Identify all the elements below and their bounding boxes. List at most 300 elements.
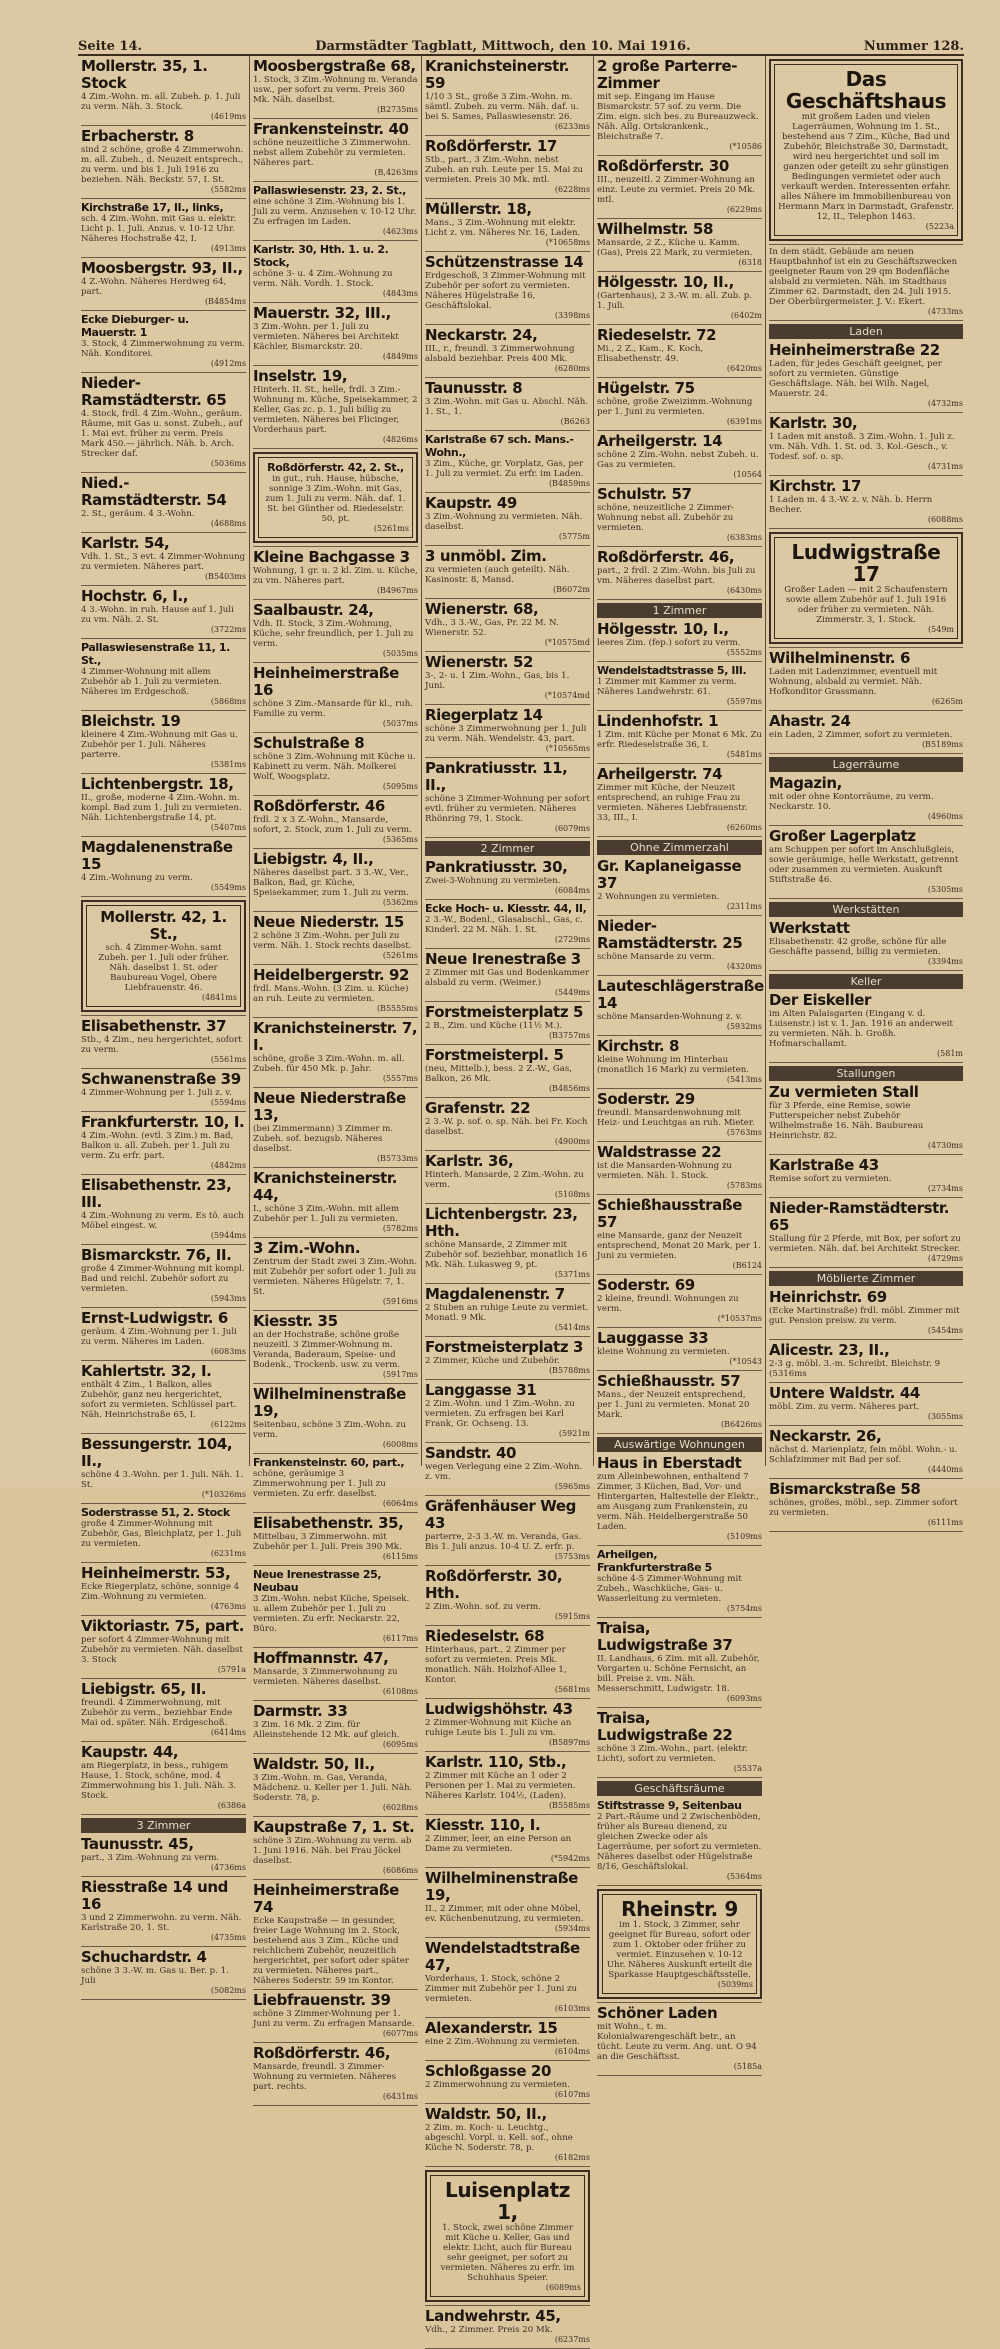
ad-body: 2 schöne 3 Zim.-Wohn. per Juli zu verm. Näh. 1. Stock rechts daselbst.	[253, 931, 412, 951]
ad-divider	[597, 1433, 762, 1434]
ad-code: (5944ms	[210, 1231, 246, 1240]
classified-ad	[253, 1882, 418, 1986]
classified-ad	[253, 1756, 418, 1813]
ad-body: große 4 Zimmer-Wohnung mit kompl. Bad und reichl. Zubehör sofort zu vermieten.	[81, 1264, 245, 1294]
ad-divider	[253, 1512, 418, 1513]
ad-body: II., große, moderne 4 Zim.-Wohn. m. kompl. Bad zum 1. Juli zu vermieten. Näh. Lichtenbergstraße 14, pt.	[81, 793, 242, 823]
classified-ad	[253, 368, 418, 445]
classified-ad	[425, 902, 590, 945]
ad-divider	[597, 546, 762, 547]
ad-divider	[253, 1816, 418, 1817]
ad-code: (6318	[738, 258, 762, 267]
classified-ad	[769, 920, 963, 967]
ad-divider	[597, 324, 762, 325]
ad-title: Kranichsteinerstr. 7, I.	[253, 1019, 418, 1054]
ad-divider	[81, 198, 246, 199]
ad-title: Pallaswiesenstr. 23, 2. St.,	[253, 184, 406, 197]
classified-ad	[81, 1836, 246, 1873]
ad-body: 3. Stock, 4 Zimmerwohnung zu verm. Näh. Konditorei.	[81, 339, 245, 359]
section-heading: Laden	[769, 324, 963, 339]
ad-title: Forstmeisterplatz 5	[425, 1003, 584, 1021]
classified-ad	[81, 1177, 246, 1241]
ad-code: (5917ms	[382, 1370, 418, 1379]
ad-code: (4619ms	[210, 112, 246, 121]
ad-body: schöne 3 Zim.-Wohnung zu verm. ab 1. Juni 1916. Näh. bei Frau Jöckel daselbst.	[253, 1836, 412, 1866]
ad-body: für 3 Pferde, eine Remise, sowie Futterspeicher nebst Zubehör Wilhelmstraße 16. Näh. Baubureau Heinrichstr. 82.	[769, 1101, 924, 1141]
ad-title: Magdalenenstr. 7	[425, 1285, 565, 1303]
ad-title: Roßdörferstr. 46	[253, 797, 385, 815]
classified-ad	[769, 828, 963, 895]
ad-body: enthält 4 Zim., 1 Balkon, alles Zubehör, ganz neu hergerichtet, sofort zu vermieten. Schlüssel part. Näh. Heinrichstraße 65, I.	[81, 1380, 237, 1420]
ad-title: Kirchstr. 17	[769, 477, 862, 495]
classified-ad	[81, 1071, 246, 1108]
ad-body: nächst d. Marienplatz, fein möbl. Wohn.- u. Schlafzimmer mit Bad per sof.	[769, 1445, 958, 1465]
section-heading: Keller	[769, 974, 963, 989]
ad-title: Nieder-Ramstädterstr. 25	[597, 917, 743, 952]
ad-divider	[253, 1453, 418, 1454]
ad-divider	[769, 1154, 963, 1155]
classified-ad	[81, 58, 246, 122]
ad-divider	[425, 2305, 590, 2306]
ad-body: sch. 4 Zimmer-Wohn. samt Zubeh. per 1. Juli oder früher. Näh. daselbst 1. St. oder Baubureau Vogel, Obere Liebfrauenstr. 46.	[98, 943, 229, 993]
ad-code: (6077ms	[382, 2029, 418, 2038]
classified-ad	[81, 1018, 246, 1065]
classified-ad	[597, 58, 762, 152]
ad-divider	[425, 1698, 590, 1699]
ad-divider	[597, 2002, 762, 2003]
ad-code: (5381ms	[210, 760, 246, 769]
ad-divider	[253, 1017, 418, 1018]
ad-divider	[425, 1044, 590, 1045]
ad-body: freundl. Mansardenwohnung mit Heiz- und Leuchtgas an ruh. Mieter.	[597, 1108, 755, 1128]
classified-ad	[425, 2308, 590, 2345]
ad-body: 4 Zimmer-Wohnung mit allem Zubehör ab 1. Juli zu vermieten. Näheres im Erdgeschoß.	[81, 667, 222, 697]
ad-body: 1 Laden mit anstoß. 3 Zim.-Wohn. 1. Juli z. vm. Näh. Vdh. 1. St. od. 3. Kol.-Gesch., v. Todesf. sof. o. sp.	[769, 432, 955, 462]
ad-code: (5753ms	[554, 1552, 590, 1561]
ad-divider	[769, 898, 963, 899]
ad-code: (4841ms	[201, 993, 237, 1002]
issue-number: Nummer 128.	[863, 39, 964, 54]
ad-body: schöne, geräumige 3 Zimmerwohnung per 1. Juli zu vermieten. Zu erfr. daselbst.	[253, 1469, 386, 1499]
ad-divider	[253, 448, 418, 449]
newspaper-title: Darmstädter Tagblatt, Mittwoch, den 10. Mai 1916.	[315, 39, 691, 54]
ad-divider	[81, 125, 246, 126]
ad-divider	[425, 1565, 590, 1566]
ad-divider	[425, 324, 590, 325]
ad-code: (4842ms	[210, 1161, 246, 1170]
ad-title: Karlstr. 36,	[425, 1152, 514, 1170]
ad-body: schöne 3 Zim.-Mansarde für kl., ruh. Familie zu verm.	[253, 699, 414, 719]
ad-body: kleine Wohnung zu vermieten.	[597, 1347, 730, 1357]
ad-code: (5537a	[733, 1764, 762, 1773]
ad-body: 2 Zim.-Wohn. sof. zu verm.	[425, 1602, 541, 1612]
ad-title: Pankratiusstr. 11, II.,	[425, 759, 568, 794]
classified-ad	[597, 1620, 762, 1704]
ad-code: (*10326ms	[201, 1490, 246, 1499]
ad-divider	[253, 1753, 418, 1754]
ad-divider	[253, 911, 418, 912]
ad-body: 1 Zim. mit Küche per Monat 6 Mk. Zu erfr. Riedeselstraße 36, I.	[597, 730, 762, 750]
ad-body: schöne 3 Zimmerwohnung per 1. Juli zu verm. Näh. Wendelstr. 43, part.	[425, 724, 587, 744]
ad-code: (6008ms	[382, 1440, 418, 1449]
classified-ad	[253, 184, 418, 237]
ad-code: (B6124	[732, 1261, 762, 1270]
ad-code: (4826ms	[382, 435, 418, 444]
ad-title: Lindenhofstr. 1	[597, 712, 719, 730]
ad-code: (5681ms	[554, 1685, 590, 1694]
ad-code: (5775m	[558, 532, 590, 541]
ad-title: Waldstr. 50, II.,	[425, 2105, 547, 2123]
ad-body: 2 3.-W. p. sof. o. sp. Näh. bei Fr. Koch daselbst.	[425, 1117, 588, 1137]
ad-code: (B5555ms	[376, 1004, 418, 1013]
ad-code: (4733ms	[927, 307, 963, 316]
ad-frame	[769, 532, 963, 644]
ad-title: Wienerstr. 68,	[425, 600, 539, 618]
ad-body: möbl. Zim. zu verm. Näheres part.	[769, 1402, 920, 1412]
column-4	[594, 56, 766, 2071]
classified-ad	[425, 380, 590, 427]
ad-divider	[597, 915, 762, 916]
ad-body: 3 Zim.-Wohn. per 1. Juli zu vermieten. Näheres bei Architekt Kächler, Bismarckstr. 20.	[253, 322, 399, 352]
ad-code: (6431ms	[382, 2092, 418, 2101]
ad-divider	[81, 1174, 246, 1175]
ad-divider	[425, 1097, 590, 1098]
ad-body: 3 Zim., Küche, gr. Vorplatz, Gas, per 1. Juli zu vermiet. Zu erfr. im Laden.	[425, 459, 584, 479]
ad-divider	[597, 1707, 762, 1708]
ad-code: (6107ms	[554, 2090, 590, 2099]
boxed-ad	[769, 59, 963, 241]
classified-ad	[425, 2106, 590, 2163]
ad-body: 2 Zim.-Wohn. und 1 Zim.-Wohn. zu vermieten. Zu erfragen bei Karl Frank, Gr. Ochseng. 13.	[425, 1399, 575, 1429]
classified-ad	[597, 221, 762, 268]
ad-title: Magazin,	[769, 774, 842, 792]
ad-title: Wilhelminenstr. 6	[769, 649, 911, 667]
ad-body: leeres Zim. (fep.) sofort zu verm.	[597, 638, 741, 648]
ad-code: (B4854ms	[204, 297, 246, 306]
ad-title: Müllerstr. 18,	[425, 200, 532, 218]
ad-body: schöne 4 3.-Wohn. per 1. Juli. Näh. 1. St.	[81, 1470, 244, 1490]
ad-title: Traisa, Ludwigstraße 37	[597, 1619, 733, 1654]
ad-frame	[425, 2170, 590, 2302]
ad-title: Waldstrasse 22	[597, 1143, 722, 1161]
ad-divider	[81, 710, 246, 711]
classified-ad	[425, 2020, 590, 2057]
boxed-ad	[253, 452, 418, 543]
classified-ad	[81, 1879, 246, 1943]
classified-ad	[597, 858, 762, 912]
ad-body: große 4 Zimmer-Wohnung mit Zubehör, Gas, Bleichplatz, per 1. Juli zu vermieten.	[81, 1519, 242, 1549]
ad-code: (*10574md	[544, 691, 590, 700]
ad-title: Großer Lagerplatz	[769, 827, 916, 845]
ad-title: Riedeselstr. 72	[597, 326, 717, 344]
classified-ad	[81, 260, 246, 307]
ad-title: Magdalenenstraße 15	[81, 838, 233, 873]
ad-divider	[253, 181, 418, 182]
ad-body: schöne neuzeitliche 3 Zimmerwohn. nebst allem Zubehör zu vermieten. Näheres part.	[253, 138, 411, 168]
ad-code: (5932ms	[726, 1022, 762, 1031]
classified-ad	[81, 1744, 246, 1811]
ad-code: (6229ms	[726, 205, 762, 214]
ad-title: Wendelstadtstraße 47,	[425, 1939, 580, 1974]
ad-title: Wilhelminenstraße 19,	[253, 1385, 406, 1420]
ad-title: Lichtenbergstr. 18,	[81, 775, 234, 793]
ad-divider	[81, 1876, 246, 1877]
classified-ad	[425, 1701, 590, 1748]
ad-code: (5036ms	[210, 459, 246, 468]
ad-body: per sofort 4 Zimmer-Wohnung mit Zubehör zu vermieten. Näh. daselbst 3. Stock	[81, 1635, 243, 1665]
classified-ad	[253, 1090, 418, 1164]
ad-body: 3 und 2 Zimmerwohn. zu verm. Näh. Karlstraße 20, 1. St.	[81, 1913, 242, 1933]
ad-code: (5915ms	[554, 1612, 590, 1621]
ad-code: (B5585ms	[548, 1801, 590, 1810]
ad-code: (4900ms	[554, 1137, 590, 1146]
ad-code: (6182ms	[554, 2153, 590, 2162]
ad-code: (5597ms	[726, 697, 762, 706]
ad-title: Nieder-Ramstädterstr. 65	[81, 374, 227, 409]
ad-divider	[425, 251, 590, 252]
ad-title: Soderstr. 69	[597, 1276, 695, 1294]
ad-code: (6079ms	[554, 824, 590, 833]
classified-ad	[597, 1710, 762, 1774]
ad-body: 2 Zimmerwohnung zu vermieten.	[425, 2080, 570, 2090]
ad-body: Vdh., 2 Zimmer. Preis 20 Mk.	[425, 2325, 553, 2335]
ad-frame	[597, 1889, 762, 1999]
ad-title: Haus in Eberstadt	[597, 1454, 742, 1472]
ad-code: (B,4263ms	[374, 168, 418, 177]
ad-title: Traisa, Ludwigstraße 22	[597, 1709, 733, 1744]
ad-code: (4730ms	[927, 1141, 963, 1150]
ad-divider	[425, 377, 590, 378]
ad-divider	[81, 1615, 246, 1616]
ad-code: (5782ms	[382, 1224, 418, 1233]
ad-divider	[253, 1167, 418, 1168]
ad-title: Zu vermieten Stall	[769, 1083, 919, 1101]
ad-code: (6084ms	[554, 886, 590, 895]
classified-ad	[253, 1456, 418, 1509]
ad-divider	[81, 1503, 246, 1504]
ad-code: (5791a	[217, 1665, 246, 1674]
ad-divider	[597, 1370, 762, 1371]
ad-divider	[425, 1150, 590, 1151]
ad-body: frdl. 2 x 3 Z.-Wohn., Mansarde, sofort, 2. Stock, zum 1. Juli zu verm.	[253, 815, 412, 835]
ad-body: 2 kleine, freundl. Wohnungen zu verm.	[597, 1294, 739, 1314]
ad-body: 4 Zim.-Wohnung zu verm. Es tö. auch Möbel eingest. w.	[81, 1211, 244, 1231]
ad-code: (5965ms	[554, 1482, 590, 1491]
ad-code: (5943ms	[210, 1294, 246, 1303]
ad-title: Alicestr. 23, II.,	[769, 1341, 890, 1359]
ad-body: wegen Verlegung eine 2 Zim.-Wohn. z. vm.	[425, 1462, 583, 1482]
ad-code: (5454ms	[927, 1326, 963, 1335]
ad-divider	[597, 1617, 762, 1618]
ad-divider	[769, 320, 963, 321]
ad-title: Neckarstr. 26,	[769, 1427, 882, 1445]
ad-title: Riedeselstr. 68	[425, 1627, 545, 1645]
ad-code: (5916ms	[382, 1297, 418, 1306]
ad-title: Ecke Hoch- u. Kiesstr. 44, II,	[425, 902, 587, 915]
ad-divider	[253, 662, 418, 663]
ad-body: Mans., 3 Zim.-Wohnung mit elektr. Licht z. vm. Näheres Nr. 16, Laden.	[425, 218, 581, 238]
ad-divider	[425, 2060, 590, 2061]
ad-code: (B6263	[560, 417, 590, 426]
ad-code: (10564	[733, 470, 762, 479]
ad-body: 1. Stock, 3 Zim.-Wohnung m. Veranda usw., per sofort zu verm. Preis 360 Mk. Näh. daselbst.	[253, 75, 418, 105]
ad-title: Mauerstr. 32, III.,	[253, 304, 391, 322]
ad-divider	[253, 795, 418, 796]
ad-divider	[81, 372, 246, 373]
classified-ad	[253, 851, 418, 908]
classified-ad	[81, 201, 246, 254]
classified-ad	[769, 342, 963, 409]
ad-divider	[81, 836, 246, 837]
ad-divider	[81, 532, 246, 533]
ad-code: (B6072m	[553, 585, 590, 594]
ad-title: Roßdörferstr. 46,	[253, 2044, 391, 2062]
ad-code: (5414ms	[554, 1323, 590, 1332]
ad-divider	[769, 753, 963, 754]
ad-title: Taunusstr. 45,	[81, 1835, 194, 1853]
section-heading: 3 Zimmer	[81, 1818, 246, 1833]
ad-divider	[425, 1379, 590, 1380]
ad-code: (4729ms	[927, 1254, 963, 1263]
ad-title: Liebigstr. 4, II.,	[253, 850, 374, 868]
ad-code: (2734ms	[927, 1184, 963, 1193]
ad-divider	[597, 1777, 762, 1778]
ad-divider	[769, 710, 963, 711]
ad-divider	[425, 1203, 590, 1204]
ad-body: geräum. 4 Zim.-Wohnung per 1. Juli zu verm. Näheres im Laden.	[81, 1327, 237, 1347]
classified-ad	[597, 978, 762, 1032]
ad-divider	[597, 377, 762, 378]
classified-ad	[253, 549, 418, 596]
ad-title: Schwanenstraße 39	[81, 1070, 241, 1088]
ad-title: Wienerstr. 52	[425, 653, 534, 671]
classified-ad	[597, 664, 762, 707]
classified-ad	[81, 776, 246, 833]
ad-body: part., 2 frdl. 2 Zim.-Wohn. bis Juli zu vm. Näheres daselbst part.	[597, 566, 756, 586]
ad-divider	[769, 970, 963, 971]
section-heading: Möblierte Zimmer	[769, 1271, 963, 1286]
ad-body: schöne 3 Zim.-Wohnung mit Küche u. Kabinett zu verm. Näh. Molkerei Wolf, Woogsplatz.	[253, 752, 416, 782]
ad-body: mit großem Laden und vielen Lagerräumen, Wohnung im 1. St., bestehend aus 7 Zim., Küche, Bad und Zubehör, Bleichstraße 30, Darmstadt, wird neu hergerichtet und soll im ganzen oder geteilt zu sehr günstigen Bedingungen vermietet oder auch verkauft werden. Interessenten erfahr. alles Nähere im Immobilienbureau von Hermann Marx in Darmstadt, Grafenstr. 12, II., Telephon 1463.	[778, 112, 954, 222]
ad-code: (6093ms	[726, 1694, 762, 1703]
ad-title: Kaupstraße 7, 1. St.	[253, 1818, 415, 1836]
ad-title: Schützenstrasse 14	[425, 253, 584, 271]
ad-code: (B3757ms	[548, 1031, 590, 1040]
ad-title: Inselstr. 19,	[253, 367, 348, 385]
classified-ad	[597, 1330, 762, 1367]
ad-title: Heinrichstr. 69	[769, 1288, 887, 1306]
ad-frame	[81, 900, 246, 1012]
classified-ad	[425, 760, 590, 834]
classified-ad	[81, 128, 246, 195]
classified-ad	[597, 1277, 762, 1324]
classified-ad	[253, 735, 418, 792]
ad-code: (6095ms	[382, 1740, 418, 1749]
ad-body: sind 2 schöne, große 4 Zimmerwohn. m. all. Zubeh., d. Neuzeit entsprech., zu verm. und bis 1. Juli 1916 zu beziehen. Näh. Beckstr. 57, I. St.	[81, 145, 244, 185]
ad-title: Roßdörferstr. 30, Hth.	[425, 1567, 563, 1602]
section-heading: Lagerräume	[769, 757, 963, 772]
ad-title: Hölgesstr. 10, II.,	[597, 273, 734, 291]
classified-ad	[425, 1100, 590, 1147]
ad-divider	[425, 1625, 590, 1626]
ad-body: Elisabethenstr. 42 große, schöne für alle Geschäfte passend, billig zu vermieten.	[769, 937, 947, 957]
ad-divider	[425, 545, 590, 546]
ad-title: Karlstraße 43	[769, 1156, 879, 1174]
ad-code: (6028ms	[382, 1803, 418, 1812]
ad-body: im Alten Palaisgarten (Eingang v. d. Luisenstr.) ist v. 1. Jan. 1916 an anderweit zu vermieten. Näh. b. Großh. Hofmarschallamt.	[769, 1009, 953, 1049]
ad-divider	[253, 365, 418, 366]
ad-divider	[425, 1001, 590, 1002]
ad-code: (5413ms	[726, 1075, 762, 1084]
ad-title: Karlstr. 30, Hth. 1. u. 2. Stock,	[253, 243, 389, 269]
ad-body: schöne 4-5 Zimmer-Wohnung mit Zubeh., Waschküche, Gas- u. Wasserleitung zu vermieten.	[597, 1574, 742, 1604]
ad-code: (6115ms	[382, 1552, 418, 1561]
ad-divider	[425, 948, 590, 949]
ad-divider	[253, 1087, 418, 1088]
ad-title: Nieder-Ramstädterstr. 65	[769, 1199, 950, 1234]
ad-body: 2 3.-W., Bodenl., Glasabschl., Gas, c. Kinderl. 22 M. Näh. 1. St.	[425, 915, 583, 935]
ad-divider	[425, 1751, 590, 1752]
ad-body: 2 Zimmer-Wohnung mit Küche an ruhige Leute bis 1. Juli zu vm.	[425, 1718, 572, 1738]
classified-ad	[81, 1310, 246, 1357]
ad-body: am Schuppen per sofort im Anschlußgleis, sowie geräumige, helle Werkstatt, getrennt oder zusammen zu vermieten. Auskunft Stiftstraße 46.	[769, 845, 959, 885]
ad-title: Bismarckstr. 76, II.	[81, 1246, 232, 1264]
ad-divider	[81, 1015, 246, 1016]
ad-title: Ernst-Ludwigstr. 6	[81, 1309, 228, 1327]
ad-divider	[81, 1741, 246, 1742]
ad-title: Arheilgen, Frankfurterstraße 5	[597, 1548, 712, 1574]
ad-title: Karlstr. 110, Stb.,	[425, 1753, 567, 1771]
ad-body: Erdgeschoß, 3 Zimmer-Wohnung mit Zubehör per sofort zu vermieten. Näheres Hügelstraße 16, Geschäftslokal.	[425, 271, 586, 311]
ad-divider	[769, 475, 963, 476]
ad-title: Kaupstr. 49	[425, 494, 517, 512]
classified-ad	[253, 305, 418, 362]
ad-title: Wilhelminenstraße 19,	[425, 1869, 578, 1904]
ad-divider	[81, 585, 246, 586]
ad-divider	[597, 483, 762, 484]
ad-code: (B4856ms	[548, 1084, 590, 1093]
ad-divider	[81, 1946, 246, 1947]
ad-code: (6231ms	[210, 1549, 246, 1558]
ad-divider	[597, 1088, 762, 1089]
classified-ad	[425, 1445, 590, 1492]
ad-divider	[769, 1382, 963, 1383]
classified-ad	[769, 1084, 963, 1151]
classified-ad	[81, 1436, 246, 1500]
ad-title: Erbacherstr. 8	[81, 127, 194, 145]
ad-divider	[597, 218, 762, 219]
section-heading: Stallungen	[769, 1066, 963, 1081]
ad-body: Zentrum der Stadt zwei 3 Zim.-Wohn. mit Zubehör per sofort oder 1. Juli zu vermieten. Näheres Hügelstr. 7, 1. St.	[253, 1257, 418, 1297]
ad-title: Karlstraße 67 sch. Mans.-Wohn.,	[425, 433, 574, 459]
ad-code: (3055ms	[927, 1412, 963, 1421]
ad-title: Neue Niederstraße 13,	[253, 1089, 406, 1124]
classified-ad	[253, 243, 418, 299]
ad-body: III., r., freundl. 3 Zimmerwohnung alsbald beziehbar. Preis 400 Mk.	[425, 344, 575, 364]
ad-divider	[597, 836, 762, 837]
classified-ad	[425, 1870, 590, 1934]
classified-ad	[81, 839, 246, 893]
ad-body: Seitenbau, schöne 3 Zim.-Wohn. zu verm.	[253, 1420, 406, 1440]
classified-ad	[425, 327, 590, 374]
classified-ad	[597, 766, 762, 833]
ad-body: Mansarde, freundl. 3 Zimmer-Wohnung zu vermieten. Näheres part. rechts.	[253, 2062, 397, 2092]
boxed-ad	[81, 900, 246, 1012]
ad-body: schöne 3 3.-W. m. Gas u. Ber. p. 1. Juli	[81, 1966, 229, 1986]
ad-body: 1 Zimmer mit Kammer zu verm. Näheres Landwehrstr. 61.	[597, 677, 737, 697]
ad-divider	[81, 257, 246, 258]
ad-body: 1 Laden m. 4 3.-W. z. v. Näh. b. Herrn Becher.	[769, 495, 933, 515]
